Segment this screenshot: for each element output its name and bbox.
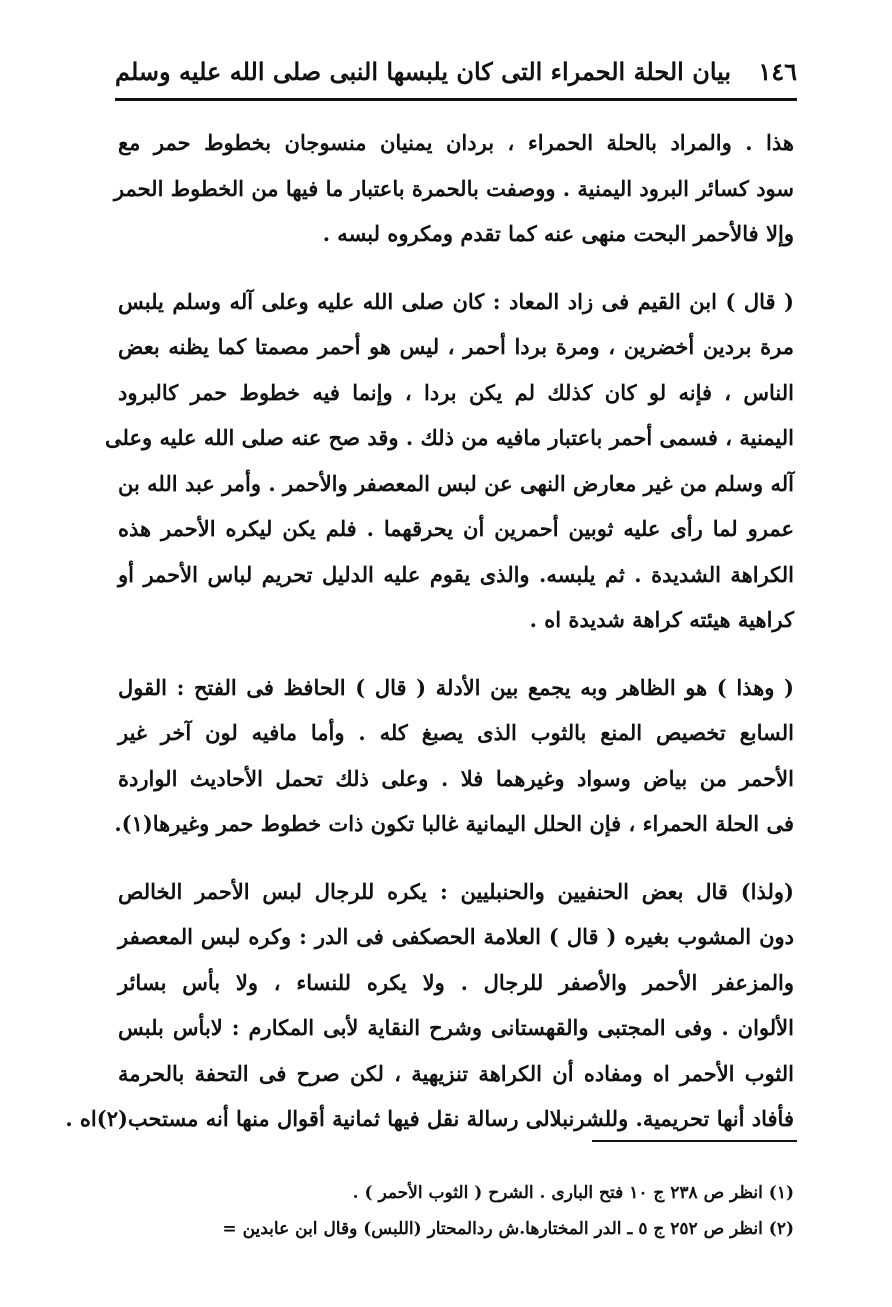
header-rule	[115, 98, 797, 101]
text-line: الألوان . وفى المجتبى والقهستانى وشرح النقاية لأبى المكارم : لابأس بلبس	[118, 1015, 794, 1040]
text-line: ( وهذا ) هو الظاهر وبه يجمع بين الأدلة ( قال ) الحافظ فى الفتح : القول	[118, 674, 794, 700]
text-line: الأحمر من بياض وسواد وغيرهما فلا . وعلى ذلك تحمل الأحاديث الواردة	[118, 765, 794, 791]
text-line: سود كسائر البرود اليمنية . ووصفت بالحمرة باعتبار ما فيها من الخطوط الحمر	[113, 175, 794, 201]
footnote-rule	[592, 1140, 797, 1142]
text-line: الناس ، فإنه لو كان كذلك لم يكن بردا ، وإنما فيه خطوط حمر كالبرود	[118, 379, 794, 405]
text-line: (ولذا) قال بعض الحنفيين والحنبليين : يكره للرجال لبس الأحمر الخالص	[118, 878, 794, 904]
footnote-1: (١) انظر ص ٢٣٨ ج ١٠ فتح البارى . الشرح ( الثوب الأحمر ) .	[352, 1183, 794, 1203]
text-line: اليمنية ، فسمى أحمر باعتبار مافيه من ذلك . وقد صح عنه صلى الله عليه وعلى	[105, 425, 794, 450]
text-line: الثوب الأحمر اه ومفاده أن الكراهة تنزيهية ، لكن صرح فى التحفة بالحرمة	[118, 1060, 794, 1086]
body-text	[65, 120, 794, 1142]
text-line: كراهية هيئته كراهة شديدة اه .	[529, 607, 794, 632]
text-line: آله وسلم من غير معارض النهى عن لبس المعصفر والأحمر . وأمر عبد الله بن	[118, 470, 794, 496]
text-line: فى الحلة الحمراء ، فإن الحلل اليمانية غالبا تكون ذات خطوط حمر وغيرها(١).	[114, 811, 794, 836]
text-line: دون المشوب بغيره ( قال ) العلامة الحصكفى فى الدر : وكره لبس المعصفر	[118, 924, 794, 949]
footnotes	[222, 1175, 794, 1247]
text-line: والمزعفر الأحمر والأصفر للرجال . ولا يكره للنساء ، ولا بأس بسائر	[118, 969, 794, 995]
text-line: هذا . والمراد بالحلة الحمراء ، بردان يمنيان منسوجان بخطوط حمر مع	[118, 130, 794, 155]
text-line: فأفاد أنها تحريمية. وللشرنبلالى رسالة نقل فيها ثمانية أقوال منها أنه مستحب(٢)اه .	[65, 1106, 794, 1131]
text-line: ( قال ) ابن القيم فى زاد المعاد : كان صلى الله عليه وعلى آله وسلم يلبس	[118, 288, 794, 314]
text-line: مرة بردين أخضرين ، ومرة بردا أحمر ، ليس هو أحمر مصمتا كما يظنه بعض	[118, 334, 794, 359]
page-number: ١٤٦	[758, 56, 797, 86]
text-line: السابع تخصيص المنع بالثوب الذى يصبغ كله . وأما مافيه لون آخر غير	[118, 720, 794, 745]
paragraph-3	[114, 665, 794, 847]
footnote-2: (٢) انظر ص ٢٥٢ ج ٥ ـ الدر المختارها.ش ردالمحتار (اللبس) وقال ابن عابدين =	[222, 1219, 794, 1239]
text-line: وإلا فالأحمر البحت منهى عنه كما تقدم ومكروه لبسه .	[322, 221, 794, 246]
text-line: عمرو لما رأى عليه ثوبين أحمرين أن يحرقهما . فلم يكن ليكره الأحمر هذه	[118, 516, 794, 541]
paragraph-4	[65, 869, 794, 1142]
page-header	[115, 50, 797, 92]
paragraph-2	[105, 279, 794, 643]
text-line: الكراهة الشديدة . ثم يلبسه. والذى يقوم عليه الدليل تحريم لباس الأحمر أو	[118, 561, 794, 587]
running-title: بيان الحلة الحمراء التى كان يلبسها النبى صلى الله عليه وسلم	[115, 56, 732, 86]
paragraph-1	[113, 120, 794, 257]
